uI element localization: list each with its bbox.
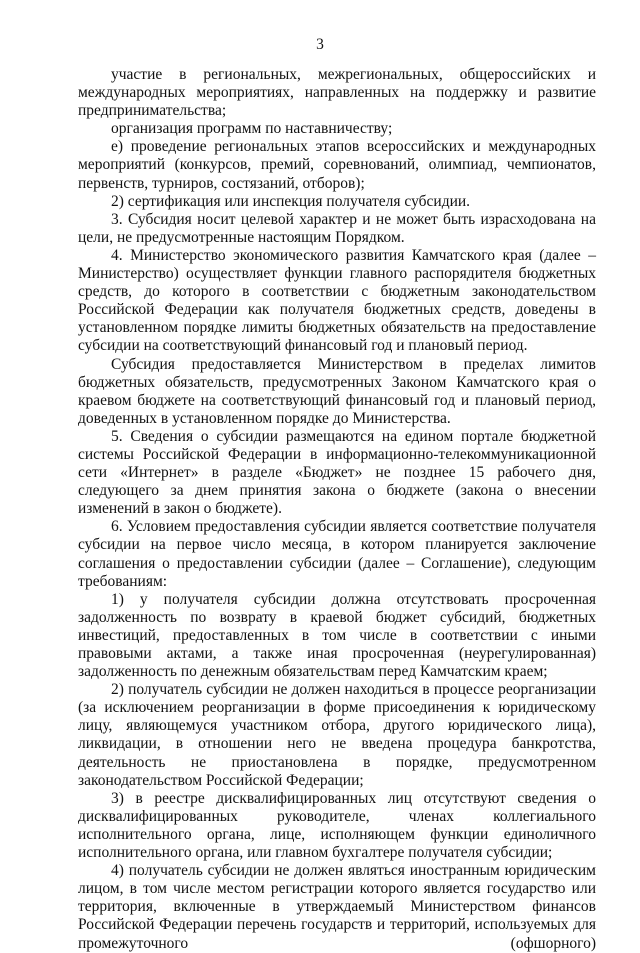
paragraph: е) проведение региональных этапов всероссийских и международных мероприятий (конкурсов, премий, соревнований, олимпиад, чемпионатов, первенств, турниров, состязаний, отборов); xyxy=(78,138,596,192)
page-number: 3 xyxy=(316,36,324,53)
paragraph: 3) в реестре дисквалифицированных лиц отсутствуют сведения о дисквалифицированных руководителе, членах коллегиального исполнительного органа, лице, исполняющем функции единоличного исполнительного органа, или главном бухгалтере получателя субсидии; xyxy=(78,789,596,862)
paragraph: участие в региональных, межрегиональных, общероссийских и международных мероприятиях, направленных на поддержку и развитие предпринимательства; xyxy=(78,66,596,120)
document-body xyxy=(78,66,596,953)
paragraph: Субсидия предоставляется Министерством в пределах лимитов бюджетных обязательств, предусмотренных Законом Камчатского края о краевом бюджете на соответствующий финансовый год и плановый период, доведенных в установленном порядке до Министерства. xyxy=(78,355,596,427)
paragraph: 4) получатель субсидии не должен являться иностранным юридическим лицом, в том числе местом регистрации которого является государство или территория, включенные в утверждаемый Министерством финансов Российской Федерации перечень государств и территорий, используемых для промежуточного (офшорного) xyxy=(78,862,596,952)
paragraph: 2) сертификация или инспекция получателя субсидии. xyxy=(111,192,471,210)
paragraph: 6. Условием предоставления субсидии является соответствие получателя субсидии на первое число месяца, в котором планируется заключение соглашения о предоставлении субсидии (далее – Соглашение), следующим требованиям: xyxy=(78,518,596,590)
paragraph: 2) получатель субсидии не должен находиться в процессе реорганизации (за исключением реорганизации в форме присоединения к юридическому лицу, являющемуся участником отбора, другого юридического лица), ликвидации, в отношении него не введена процедура банкротства, деятельность не приостановлена в порядке, предусмотренном законодательством Российской Федерации; xyxy=(78,681,596,789)
paragraph: организация программ по наставничеству; xyxy=(111,120,393,138)
paragraph: 4. Министерство экономического развития Камчатского края (далее – Министерство) осуществляет функции главного распорядителя бюджетных средств, до которого в соответствии с бюджетным законодательством Российской Федерации как получателя бюджетных средств, доведены в установленном порядке лимиты бюджетных обязательств на предоставление субсидии на соответствующий финансовый год и плановый период. xyxy=(78,246,596,355)
paragraph: 3. Субсидия носит целевой характер и не может быть израсходована на цели, не предусмотренные настоящим Порядком. xyxy=(78,210,596,246)
paragraph: 5. Сведения о субсидии размещаются на едином портале бюджетной системы Российской Федерации в информационно-телекоммуникационной сети «Интернет» в разделе «Бюджет» не позднее 15 рабочего дня, следующего за днем принятия закона о бюджете (закона о внесении изменений в закон о бюджете). xyxy=(78,427,596,518)
paragraph: 1) у получателя субсидии должна отсутствовать просроченная задолженность по возврату в краевой бюджет субсидий, бюджетных инвестиций, предоставленных в том числе в соответствии с иными правовыми актами, а также иная просроченная (неурегулированная) задолженность по денежным обязательствам перед Камчатским краем; xyxy=(78,590,596,681)
